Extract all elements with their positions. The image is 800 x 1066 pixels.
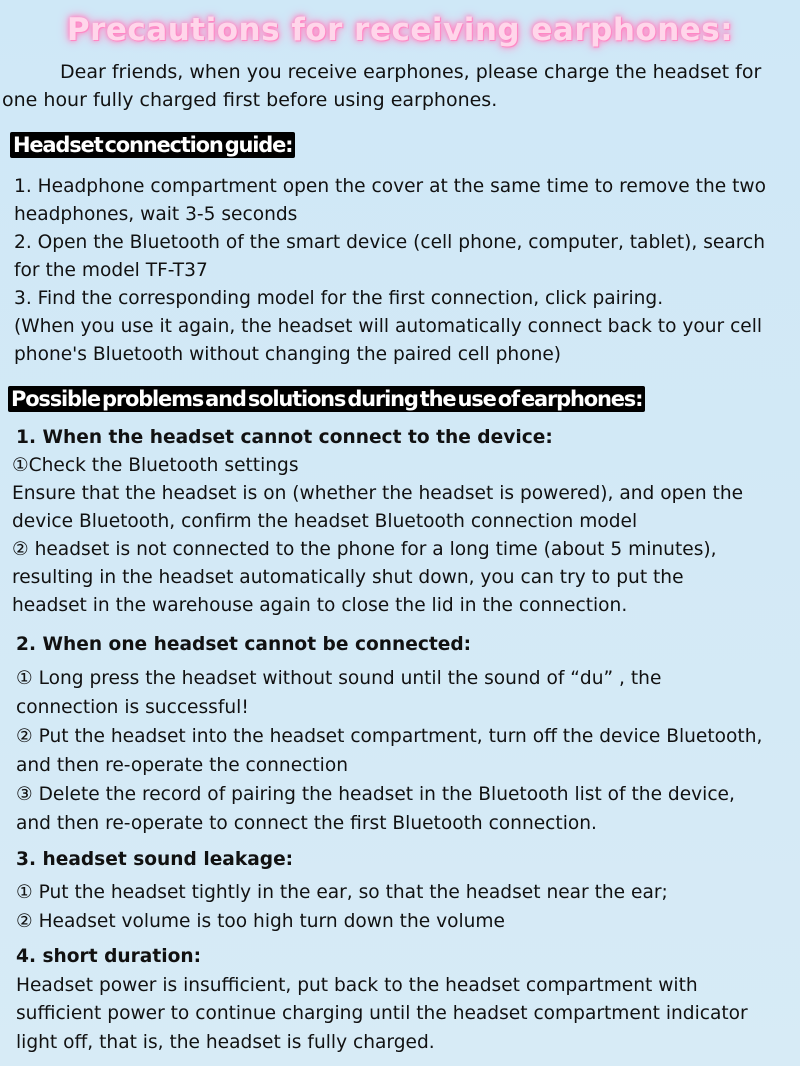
problem-line: ② Headset volume is too high turn down the volume	[16, 911, 505, 932]
problem-line: headset in the warehouse again to close the lid in the connection.	[12, 595, 628, 616]
problem-line: connection is successful!	[16, 697, 249, 718]
connection-guide-heading: Headset connection guide:	[10, 132, 295, 158]
problem-line: device Bluetooth, confirm the headset Bluetooth connection model	[12, 511, 638, 532]
guide-line: 3. Find the corresponding model for the first connection, click pairing.	[14, 288, 664, 309]
guide-line: headphones, wait 3-5 seconds	[14, 204, 298, 225]
problem-title: 2. When one headset cannot be connected:	[16, 634, 472, 655]
problem-line: sufficient power to continue charging until the headset compartment indicator	[16, 1003, 748, 1024]
problem-line: ①Check the Bluetooth settings	[12, 455, 299, 476]
problem-line: light off, that is, the headset is fully charged.	[16, 1032, 435, 1053]
problem-line: and then re-operate to connect the first Bluetooth connection.	[16, 813, 597, 834]
problem-title: 4. short duration:	[16, 946, 202, 967]
problem-line: Headset power is insufficient, put back to the headset compartment with	[16, 975, 698, 996]
problem-line: and then re-operate the connection	[16, 755, 349, 776]
guide-line: 1. Headphone compartment open the cover at the same time to remove the two	[14, 176, 766, 197]
problem-line: ③ Delete the record of pairing the headset in the Bluetooth list of the device,	[16, 784, 735, 805]
problem-line: ① Long press the headset without sound until the sound of “du” , the	[16, 668, 662, 689]
problems-heading: Possible problems and solutions during the use of earphones:	[8, 386, 645, 412]
page-title: Precautions for receiving earphones:	[66, 12, 734, 48]
guide-line: (When you use it again, the headset will automatically connect back to your cell	[14, 316, 763, 337]
problem-title: 3. headset sound leakage:	[16, 849, 294, 870]
guide-line: for the model TF-T37	[14, 260, 208, 281]
guide-line: 2. Open the Bluetooth of the smart device (cell phone, computer, tablet), search	[14, 232, 765, 253]
problem-line: resulting in the headset automatically shut down, you can try to put the	[12, 567, 684, 588]
guide-line: phone's Bluetooth without changing the paired cell phone)	[14, 344, 562, 365]
problem-line: ② headset is not connected to the phone for a long time (about 5 minutes),	[12, 539, 717, 560]
problem-line: ② Put the headset into the headset compartment, turn off the device Bluetooth,	[16, 726, 763, 747]
problem-line: Ensure that the headset is on (whether the headset is powered), and open the	[12, 483, 744, 504]
problem-title: 1. When the headset cannot connect to the device:	[16, 427, 553, 448]
intro-paragraph: Dear friends, when you receive earphones, please charge the headset for one hour fully charged first before using earphones.	[2, 61, 762, 111]
problem-line: ① Put the headset tightly in the ear, so that the headset near the ear;	[16, 882, 668, 903]
